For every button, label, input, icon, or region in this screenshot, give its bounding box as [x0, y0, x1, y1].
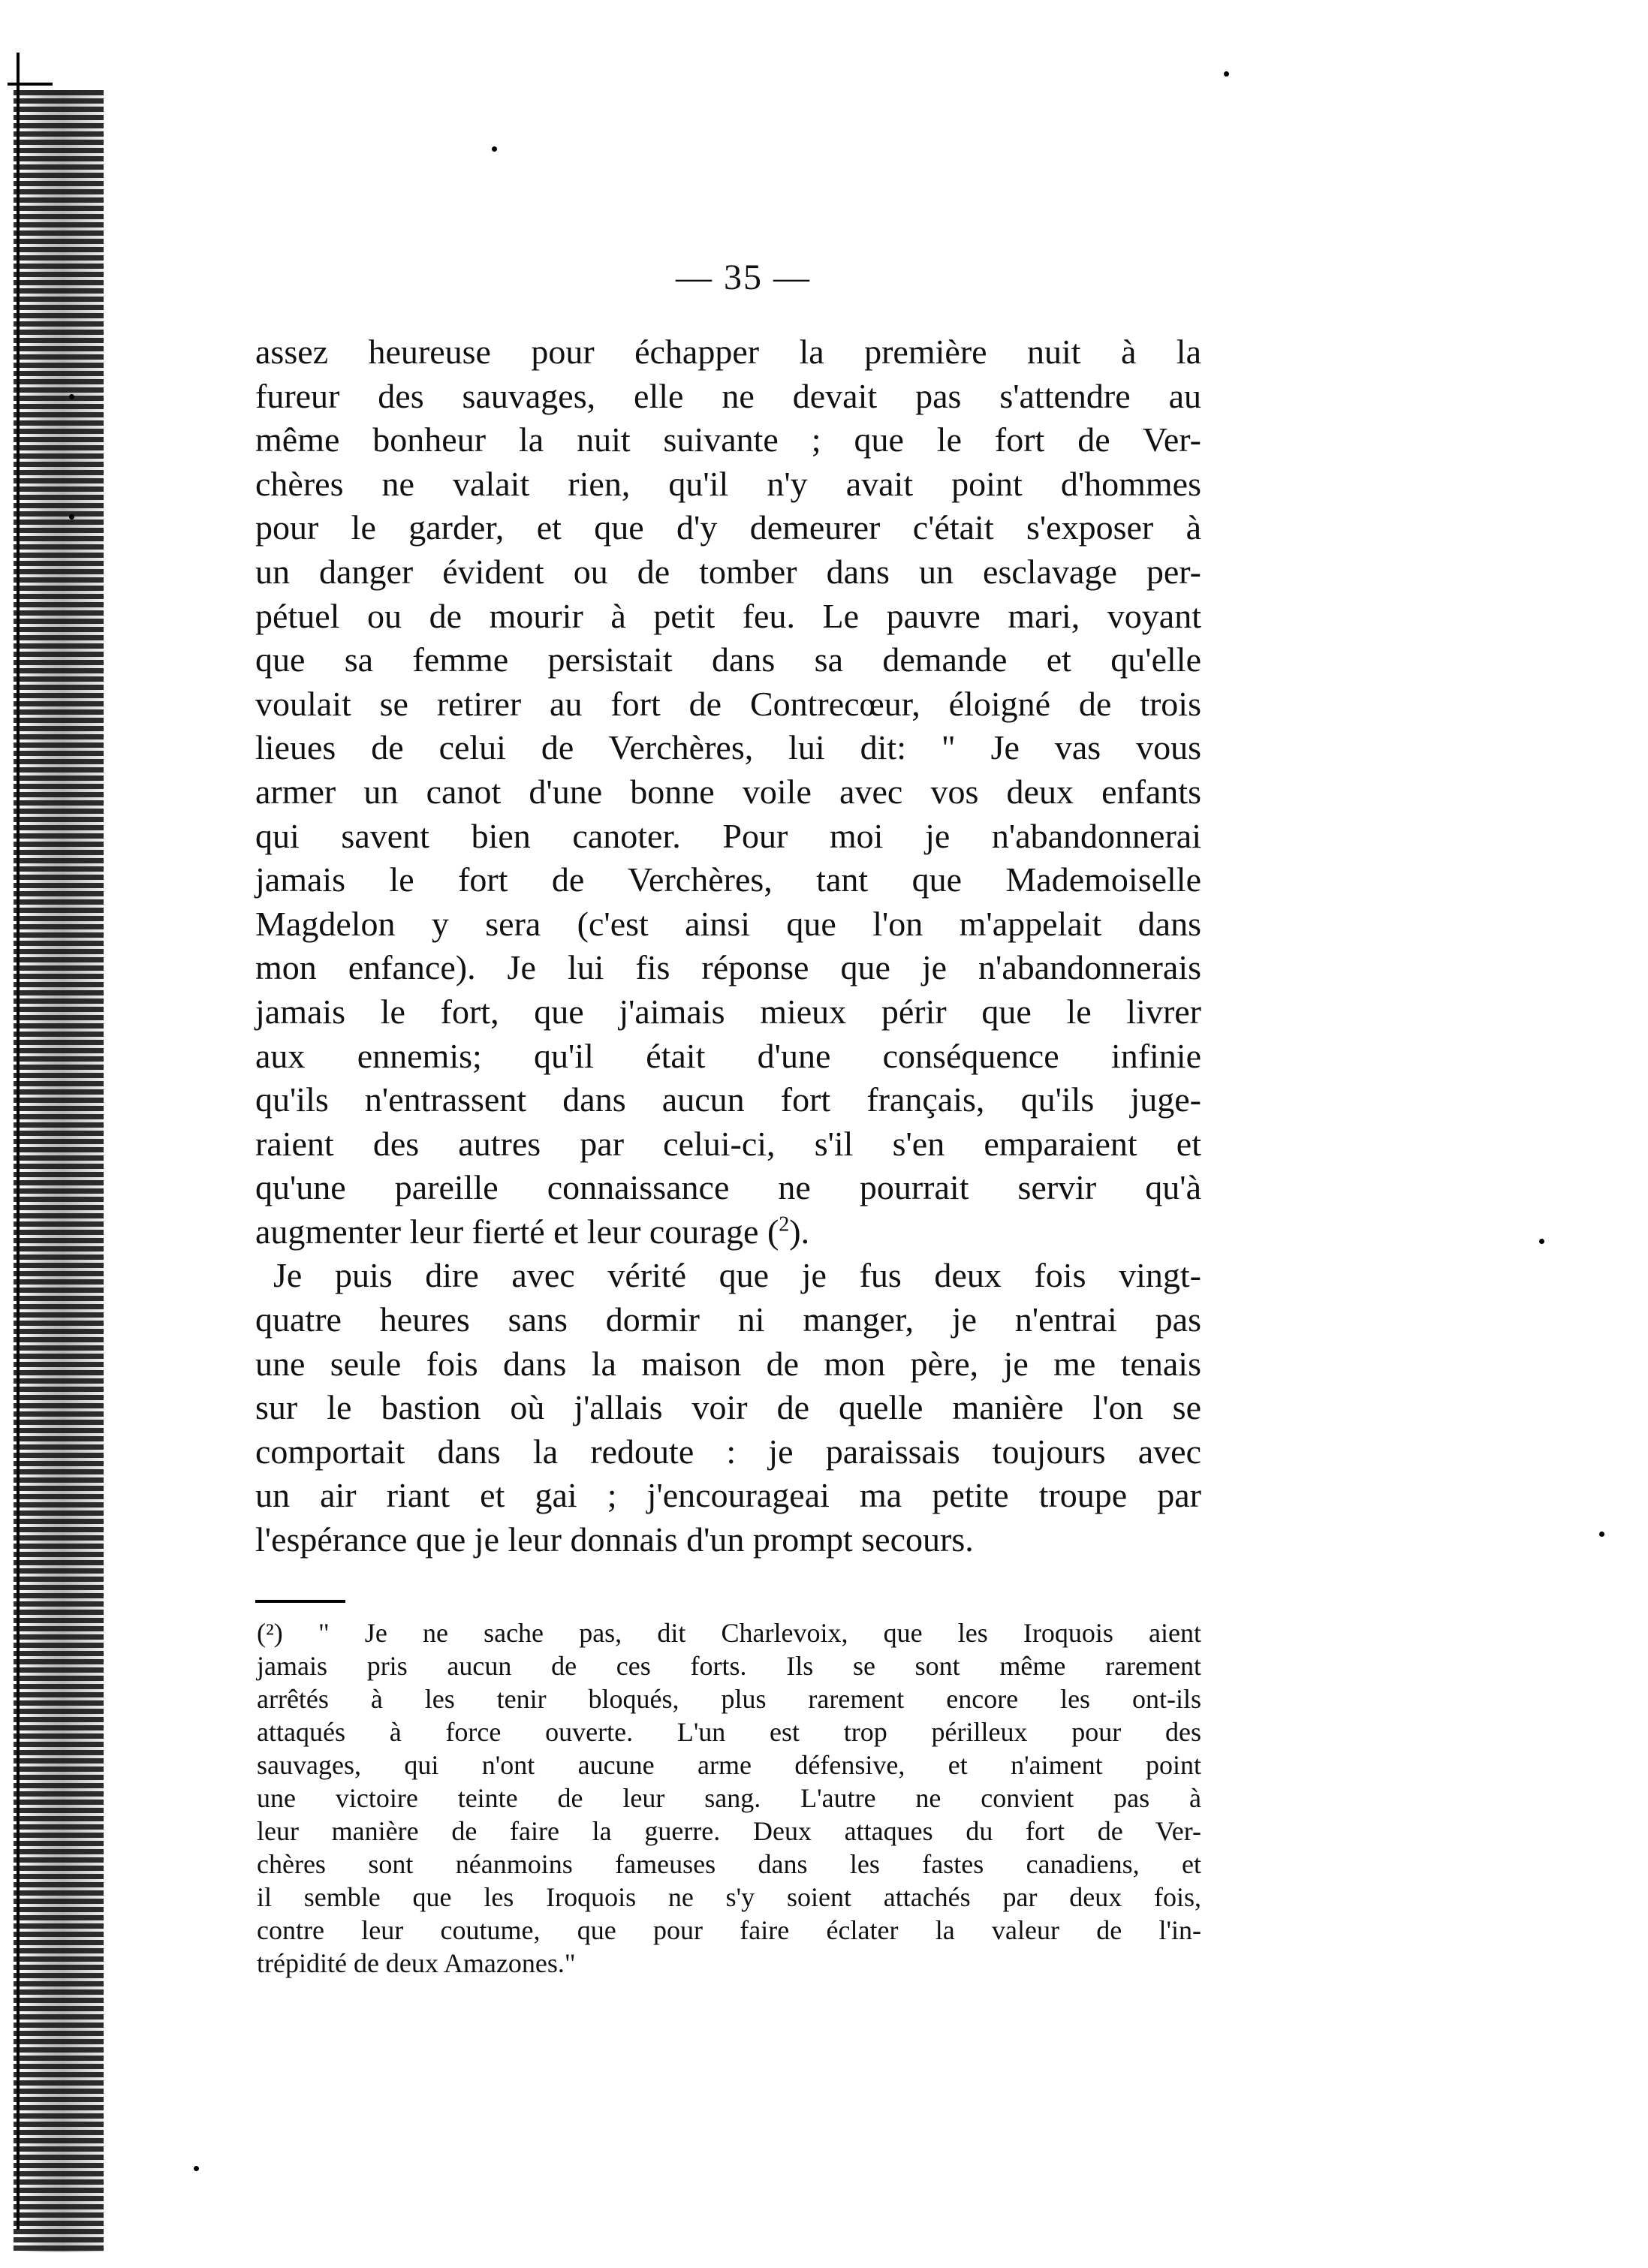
text-line-last	[255, 1210, 1201, 1254]
text-line: voulait se retirer au fort de Contrecœur, éloigné de trois	[255, 684, 1201, 723]
scan-speck	[69, 394, 74, 399]
footnote-marker: (²)	[257, 1617, 283, 1648]
scanned-binding-edge	[0, 0, 128, 2268]
footnote-line: il semble que les Iroquois ne s'y soient attachés par deux fois,	[257, 1881, 1201, 1912]
text-line: Magdelon y sera (c'est ainsi que l'on m'appelait dans	[255, 904, 1201, 943]
text-line: qui savent bien canoter. Pour moi je n'abandonnerai	[255, 816, 1201, 855]
text-line: lieues de celui de Verchères, lui dit: " Je vas vous	[255, 728, 1201, 767]
text-line-last: l'espérance que je leur donnais d'un prompt secours.	[255, 1520, 974, 1559]
text-line: jamais le fort, que j'aimais mieux périr que le livrer	[255, 992, 1201, 1031]
footnote-line: leur manière de faire la guerre. Deux attaques du fort de Ver-	[257, 1815, 1201, 1846]
text-line: sur le bastion où j'allais voir de quelle manière l'on se	[255, 1388, 1201, 1427]
scan-speck	[1539, 1239, 1544, 1244]
text-line: mon enfance). Je lui fis réponse que je n'abandonnerais	[255, 948, 1201, 987]
page-number: — 35 —	[676, 258, 811, 297]
footnote-line: jamais pris aucun de ces forts. Ils se sont même rarement	[257, 1650, 1201, 1681]
book-page	[255, 255, 1201, 1980]
text-line: qu'ils n'entrassent dans aucun fort français, qu'ils juge-	[255, 1080, 1201, 1119]
text-line: comportait dans la redoute : je paraissais toujours avec	[255, 1432, 1201, 1471]
text-line: qu'une pareille connaissance ne pourrait servir qu'à	[255, 1168, 1201, 1207]
footnote-line: contre leur coutume, que pour faire éclater la valeur de l'in-	[257, 1914, 1201, 1945]
binding-rule	[17, 53, 20, 2230]
footnote-text: " Je ne sache pas, dit Charlevoix, que les Iroquois aient	[318, 1617, 1202, 1648]
text-line: même bonheur la nuit suivante ; que le fort de Ver-	[255, 420, 1201, 459]
scan-speck	[492, 146, 497, 152]
scan-speck	[69, 514, 74, 520]
footnote-line-last: trépidité de deux Amazones."	[257, 1947, 576, 1978]
text-line: pétuel ou de mourir à petit feu. Le pauvre mari, voyant	[255, 596, 1201, 635]
footnote-reference: 2	[779, 1212, 790, 1236]
footnote-line: chères sont néanmoins fameuses dans les fastes canadiens, et	[257, 1848, 1201, 1879]
text-line-body: augmenter leur fierté et leur courage (	[255, 1212, 779, 1251]
footnote-line: une victoire teinte de leur sang. L'autre ne convient pas à	[257, 1782, 1201, 1813]
text-line: un danger évident ou de tomber dans un esclavage per-	[255, 552, 1201, 591]
footnote-line: attaqués à force ouverte. L'un est trop périlleux pour des	[257, 1716, 1201, 1747]
text-line: pour le garder, et que d'y demeurer c'était s'exposer à	[255, 508, 1201, 547]
scan-speck	[194, 2166, 199, 2171]
text-line: quatre heures sans dormir ni manger, je n'entrai pas	[255, 1300, 1201, 1339]
scan-speck	[1599, 1532, 1604, 1537]
text-line: Je puis dire avec vérité que je fus deux fois vingt-	[273, 1256, 1201, 1295]
footnote-line: sauvages, qui n'ont aucune arme défensive, et n'aiment point	[257, 1749, 1201, 1780]
footnote-line	[257, 1616, 1201, 1649]
text-line: que sa femme persistait dans sa demande et qu'elle	[255, 640, 1201, 679]
text-line: assez heureuse pour échapper la première nuit à la	[255, 333, 1201, 371]
binding-shadow	[14, 90, 104, 2252]
paragraph-2	[255, 1254, 1201, 1298]
text-line: aux ennemis; qu'il était d'une conséquence infinie	[255, 1036, 1201, 1075]
paragraph-1	[255, 330, 1201, 1254]
scan-speck	[1224, 71, 1229, 77]
text-line: armer un canot d'une bonne voile avec vos deux enfants	[255, 772, 1201, 811]
text-line: jamais le fort de Verchères, tant que Mademoiselle	[255, 860, 1201, 899]
text-line: raient des autres par celui-ci, s'il s'en emparaient et	[255, 1124, 1201, 1163]
text-line: fureur des sauvages, elle ne devait pas s'attendre au	[255, 376, 1201, 415]
text-line: une seule fois dans la maison de mon père, je me tenais	[255, 1344, 1201, 1383]
footnote-line: arrêtés à les tenir bloqués, plus rarement encore les ont-ils	[257, 1683, 1201, 1714]
text-line: chères ne valait rien, qu'il n'y avait point d'hommes	[255, 464, 1201, 503]
text-line-tail: ).	[789, 1212, 810, 1251]
footnote-separator	[255, 1600, 345, 1603]
paragraph-2-continued	[255, 1298, 1201, 1562]
text-line: un air riant et gai ; j'encourageai ma petite troupe par	[255, 1476, 1201, 1515]
footnote	[257, 1616, 1201, 1980]
binding-cap	[8, 83, 53, 86]
